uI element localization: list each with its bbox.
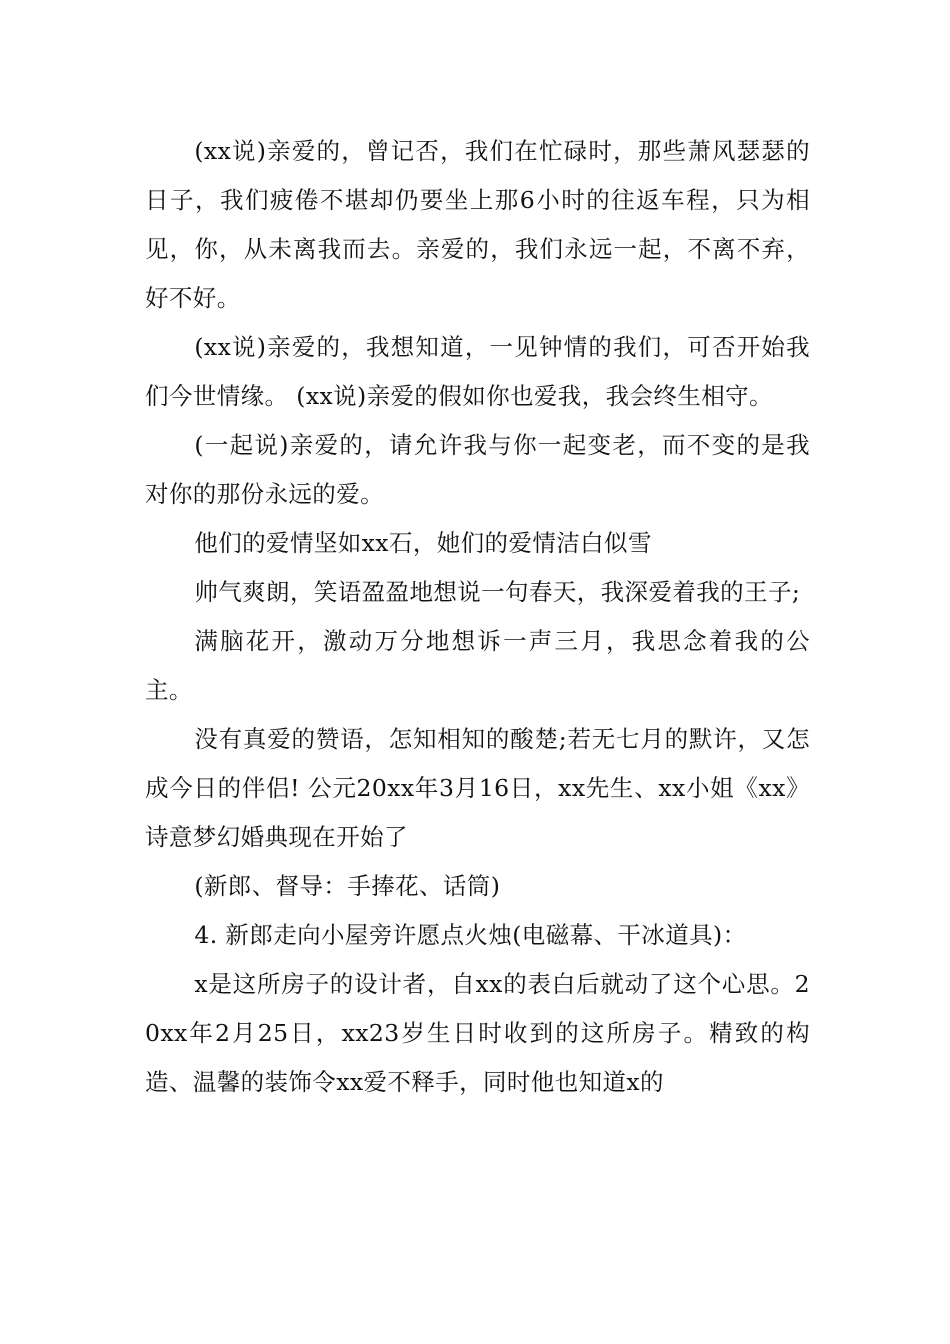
paragraph-8: (新郎、督导：手捧花、话筒) [194, 872, 501, 900]
paragraph-9: 4. 新郎走向小屋旁许愿点火烛(电磁幕、干冰道具)： [194, 921, 747, 949]
paragraph-6: 满脑花开，激动万分地想诉一声三月，我思念着我的公主。 [145, 627, 810, 704]
paragraph-1: (xx说)亲爱的，曾记否，我们在忙碌时，那些萧风瑟瑟的日子，我们疲倦不堪却仍要坐上那6小时的往返车程，只为相见，你，从未离我而去。亲爱的，我们永远一起，不离不弃，好不好。 [145, 137, 810, 312]
paragraph-4: 他们的爱情坚如xx石，她们的爱情洁白似雪 [194, 529, 652, 557]
paragraph-5: 帅气爽朗，笑语盈盈地想说一句春天，我深爱着我的王子; [194, 578, 801, 606]
paragraph-3: (一起说)亲爱的，请允许我与你一起变老，而不变的是我对你的那份永远的爱。 [145, 431, 810, 508]
paragraph-10: x是这所房子的设计者，自xx的表白后就动了这个心思。20xx年2月25日，xx23岁生日时收到的这所房子。精致的构造、温馨的装饰令xx爱不释手，同时他也知道x的 [145, 970, 810, 1096]
paragraph-2: (xx说)亲爱的，我想知道，一见钟情的我们，可否开始我们今世情缘。 (xx说)亲爱的假如你也爱我，我会终生相守。 [145, 333, 810, 410]
document-body [145, 127, 810, 1107]
paragraph-7: 没有真爱的赞语，怎知相知的酸楚;若无七月的默许，又怎成今日的伴侣! 公元20xx年3月16日，xx先生、xx小姐《xx》诗意梦幻婚典现在开始了 [145, 725, 810, 851]
